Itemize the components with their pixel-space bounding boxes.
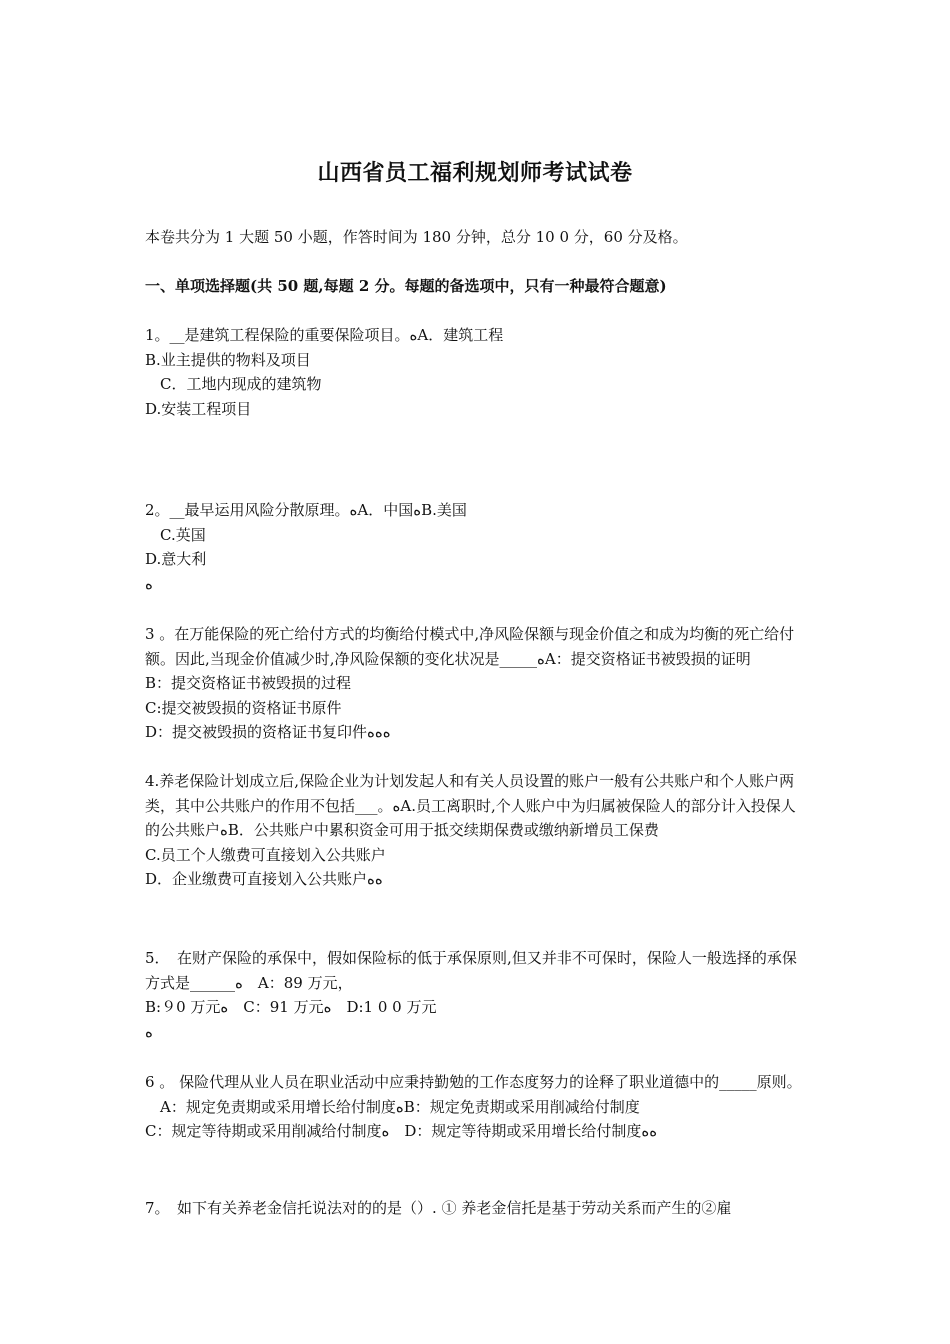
question-3 [145, 622, 810, 745]
options-cd: C：规定等待期或采用削减给付制度ﻩ D：规定等待期或采用增长给付制度ﻩﻩ [145, 1122, 658, 1140]
question-6 [145, 1070, 810, 1144]
option-d: D.意大利 [145, 550, 207, 568]
page-title: 山西省员工福利规划师考试试卷 [317, 160, 633, 186]
question-stem: 2。__最早运用风险分散原理。ﻩA．中国ﻩB.美国 [145, 501, 467, 519]
option-d: D．企业缴费可直接划入公共账户ﻩﻩ [145, 870, 383, 888]
question-2 [145, 498, 810, 596]
tab-mark: ﻩ [145, 1022, 153, 1041]
option-d: D：提交被毁损的资格证书复印件ﻩﻩﻩ [145, 723, 391, 741]
question-stem: 5． 在财产保险的承保中，假如保险标的低于承保原则,但又并非不可保时，保险人一般选择的承保方式是______ﻩ A：89 万元， [145, 949, 797, 992]
option-c: C:提交被毁损的资格证书原件 [145, 698, 342, 717]
question-4 [145, 769, 810, 892]
option-c: C．工地内现成的建筑物 [160, 375, 322, 393]
option-b: B.业主提供的物料及项目 [145, 350, 311, 369]
option-c: C.英国 [160, 525, 206, 544]
section-heading: 一、单项选择题(共 50 题,每题 2 分。每题的备选项中，只有一种最符合题意) [145, 277, 667, 295]
question-7 [145, 1196, 810, 1221]
tab-mark: ﻩ [145, 574, 153, 593]
question-stem: 4.养老保险计划成立后,保险企业为计划发起人和有关人员设置的账户一般有公共账户和个人账户两类，其中公共账户的作用不包括___。ﻩA.员工离职时,个人账户中为归属被保险人的部分计入投保人的公共账户ﻩB．公共账户中累积资金可用于抵交续期保费或缴纳新增员工保费 [145, 772, 796, 839]
option-d: D.安装工程项目 [145, 399, 252, 418]
question-stem: 1。__是建筑工程保险的重要保险项目。ﻩA．建筑工程 [145, 326, 504, 344]
options-line: B:９0 万元ﻩ C：91 万元ﻩ D:1 0 0 万元 [145, 998, 437, 1016]
question-stem: 7。 如下有关养老金信托说法对的的是（）. ① 养老金信托是基于劳动关系而产生的②雇 [145, 1199, 732, 1217]
question-5 [145, 946, 810, 1044]
question-stem: 6 。 保险代理从业人员在职业活动中应秉持勤勉的工作态度努力的诠释了职业道德中的_____原则。 [145, 1073, 802, 1091]
option-c: C.员工个人缴费可直接划入公共账户 [145, 845, 386, 864]
question-stem: 3 。在万能保险的死亡给付方式的均衡给付模式中,净风险保额与现金价值之和成为均衡的死亡给付额。因此,当现金价值减少时,净风险保额的变化状况是_____ﻩA：提交资格证书被毁损的证明 [145, 625, 795, 668]
question-1 [145, 323, 810, 421]
exam-intro: 本卷共分为 1 大题 50 小题，作答时间为 180 分钟，总分 10 0 分，60 分及格。 [145, 228, 688, 246]
options-ab: A：规定免责期或采用增长给付制度ﻩB：规定免责期或采用削减给付制度 [160, 1097, 640, 1116]
option-b: B：提交资格证书被毁损的过程 [145, 674, 352, 692]
